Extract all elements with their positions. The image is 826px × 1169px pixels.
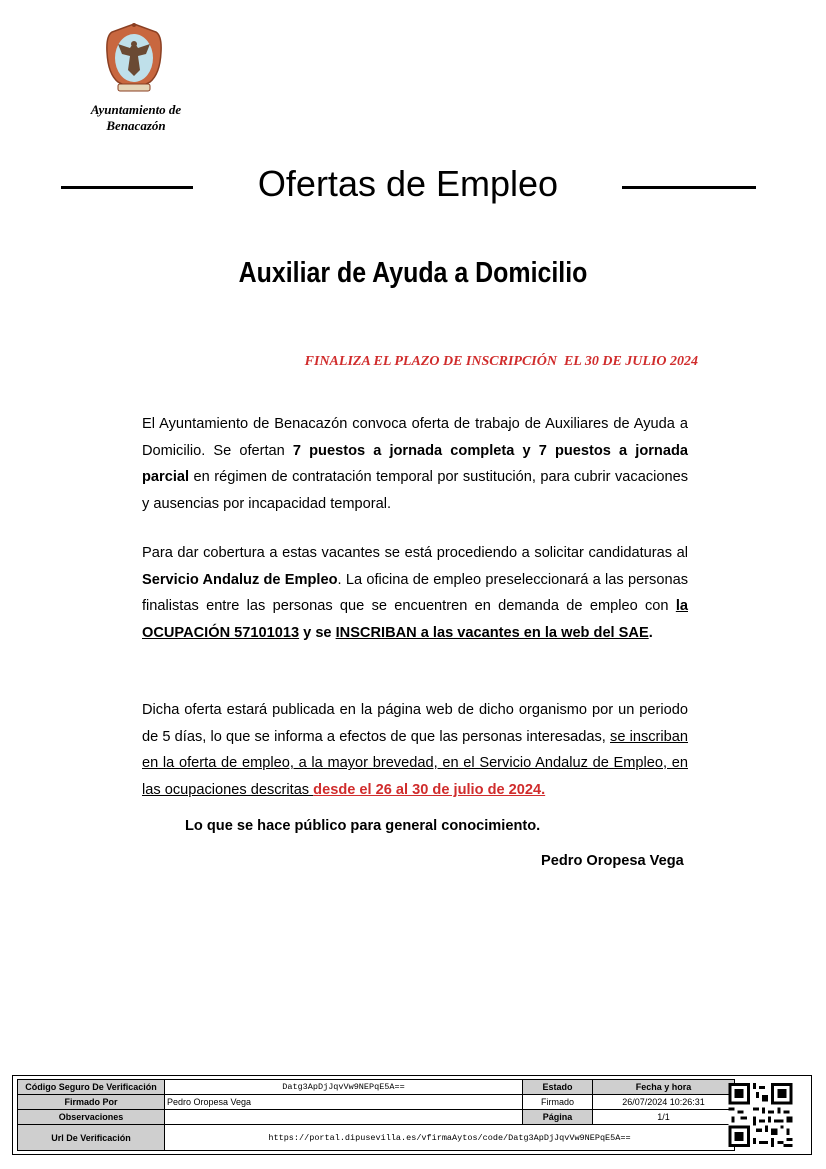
p2-text: Para dar cobertura a estas vacantes se está procediendo a solicitar candidaturas al: [142, 545, 688, 561]
p2-sae-name: Servicio Andaluz de Empleo: [142, 571, 338, 588]
verification-footer: [12, 1075, 812, 1155]
paragraph-publication: [142, 697, 688, 803]
qr-code-icon: [728, 1083, 793, 1147]
title-rule-left: [61, 186, 193, 189]
p2-occupation-code: la OCUPACIÓN 57101013: [142, 598, 688, 641]
page-title: Ofertas de Empleo: [257, 163, 559, 204]
closing-statement: Lo que se hace público para general conocimiento.: [185, 818, 541, 834]
verification-table: [17, 1079, 735, 1151]
municipality-name-line1: Ayuntamiento de: [90, 102, 182, 117]
code-value: Datg3ApDjJqvVw9NEPqE5A==: [165, 1080, 523, 1095]
deadline-notice: FINALIZA EL PLAZO DE INSCRIPCIÓN EL 30 DE JULIO 2024: [304, 354, 698, 369]
p2-register-instruction: INSCRIBAN a las vacantes en la web del SAE: [335, 624, 649, 641]
signer-name: Pedro Oropesa Vega: [541, 853, 684, 869]
paragraph-sae: [142, 540, 688, 646]
p3-dates: desde el 26 al 30 de julio de 2024.: [313, 781, 546, 798]
p1-positions: 7 puestos a jornada completa y 7 puestos a jornada parcial: [142, 442, 688, 486]
p3-text: Dicha oferta estará publicada en la página web de dicho organismo por un periodo de 5 días, lo que se informa a efectos de que las personas interesadas,: [142, 702, 688, 745]
municipality-name: [66, 102, 206, 134]
fecha-label: Fecha y hora: [593, 1080, 735, 1095]
observaciones-label: Observaciones: [18, 1110, 165, 1125]
pagina-value: 1/1: [593, 1110, 735, 1125]
estado-label: Estado: [523, 1080, 593, 1095]
title-rule-right: [622, 186, 756, 189]
pagina-label: Página: [523, 1110, 593, 1125]
municipality-name-line2: Benacazón: [106, 118, 166, 133]
estado-value: Firmado: [523, 1095, 593, 1110]
p2-period: .: [648, 624, 653, 641]
coat-of-arms-logo: [104, 22, 164, 96]
url-label: Url De Verificación: [18, 1125, 165, 1151]
p3-register-text: se inscriban en la oferta de empleo, a la mayor brevedad, en el Servicio Andaluz de Empleo, en las ocupaciones descritas: [142, 728, 688, 798]
job-title: Auxiliar de Ayuda a Domicilio: [238, 257, 588, 289]
code-label: Código Seguro De Verificación: [18, 1080, 165, 1095]
firmado-value: Pedro Oropesa Vega: [165, 1095, 523, 1110]
p1-text: El Ayuntamiento de Benacazón convoca oferta de trabajo de Auxiliares de Ayuda a Domicilio. Se ofertan: [142, 416, 688, 459]
url-value[interactable]: https://portal.dipusevilla.es/vfirmaAytos/code/Datg3ApDjJqvVw9NEPqE5A==: [165, 1125, 735, 1151]
p2-text-and: y se: [299, 624, 336, 641]
paragraph-offer: [142, 411, 688, 517]
p2-text-mid: . La oficina de empleo preseleccionará a las personas finalistas entre las personas que se encuentren en demanda de empleo con: [142, 571, 688, 615]
firmado-label: Firmado Por: [18, 1095, 165, 1110]
p1-text-end: en régimen de contratación temporal por sustitución, para cubrir vacaciones y ausencias por incapacidad temporal.: [142, 469, 688, 512]
observaciones-value: [165, 1110, 523, 1125]
fecha-value: 26/07/2024 10:26:31: [593, 1095, 735, 1110]
